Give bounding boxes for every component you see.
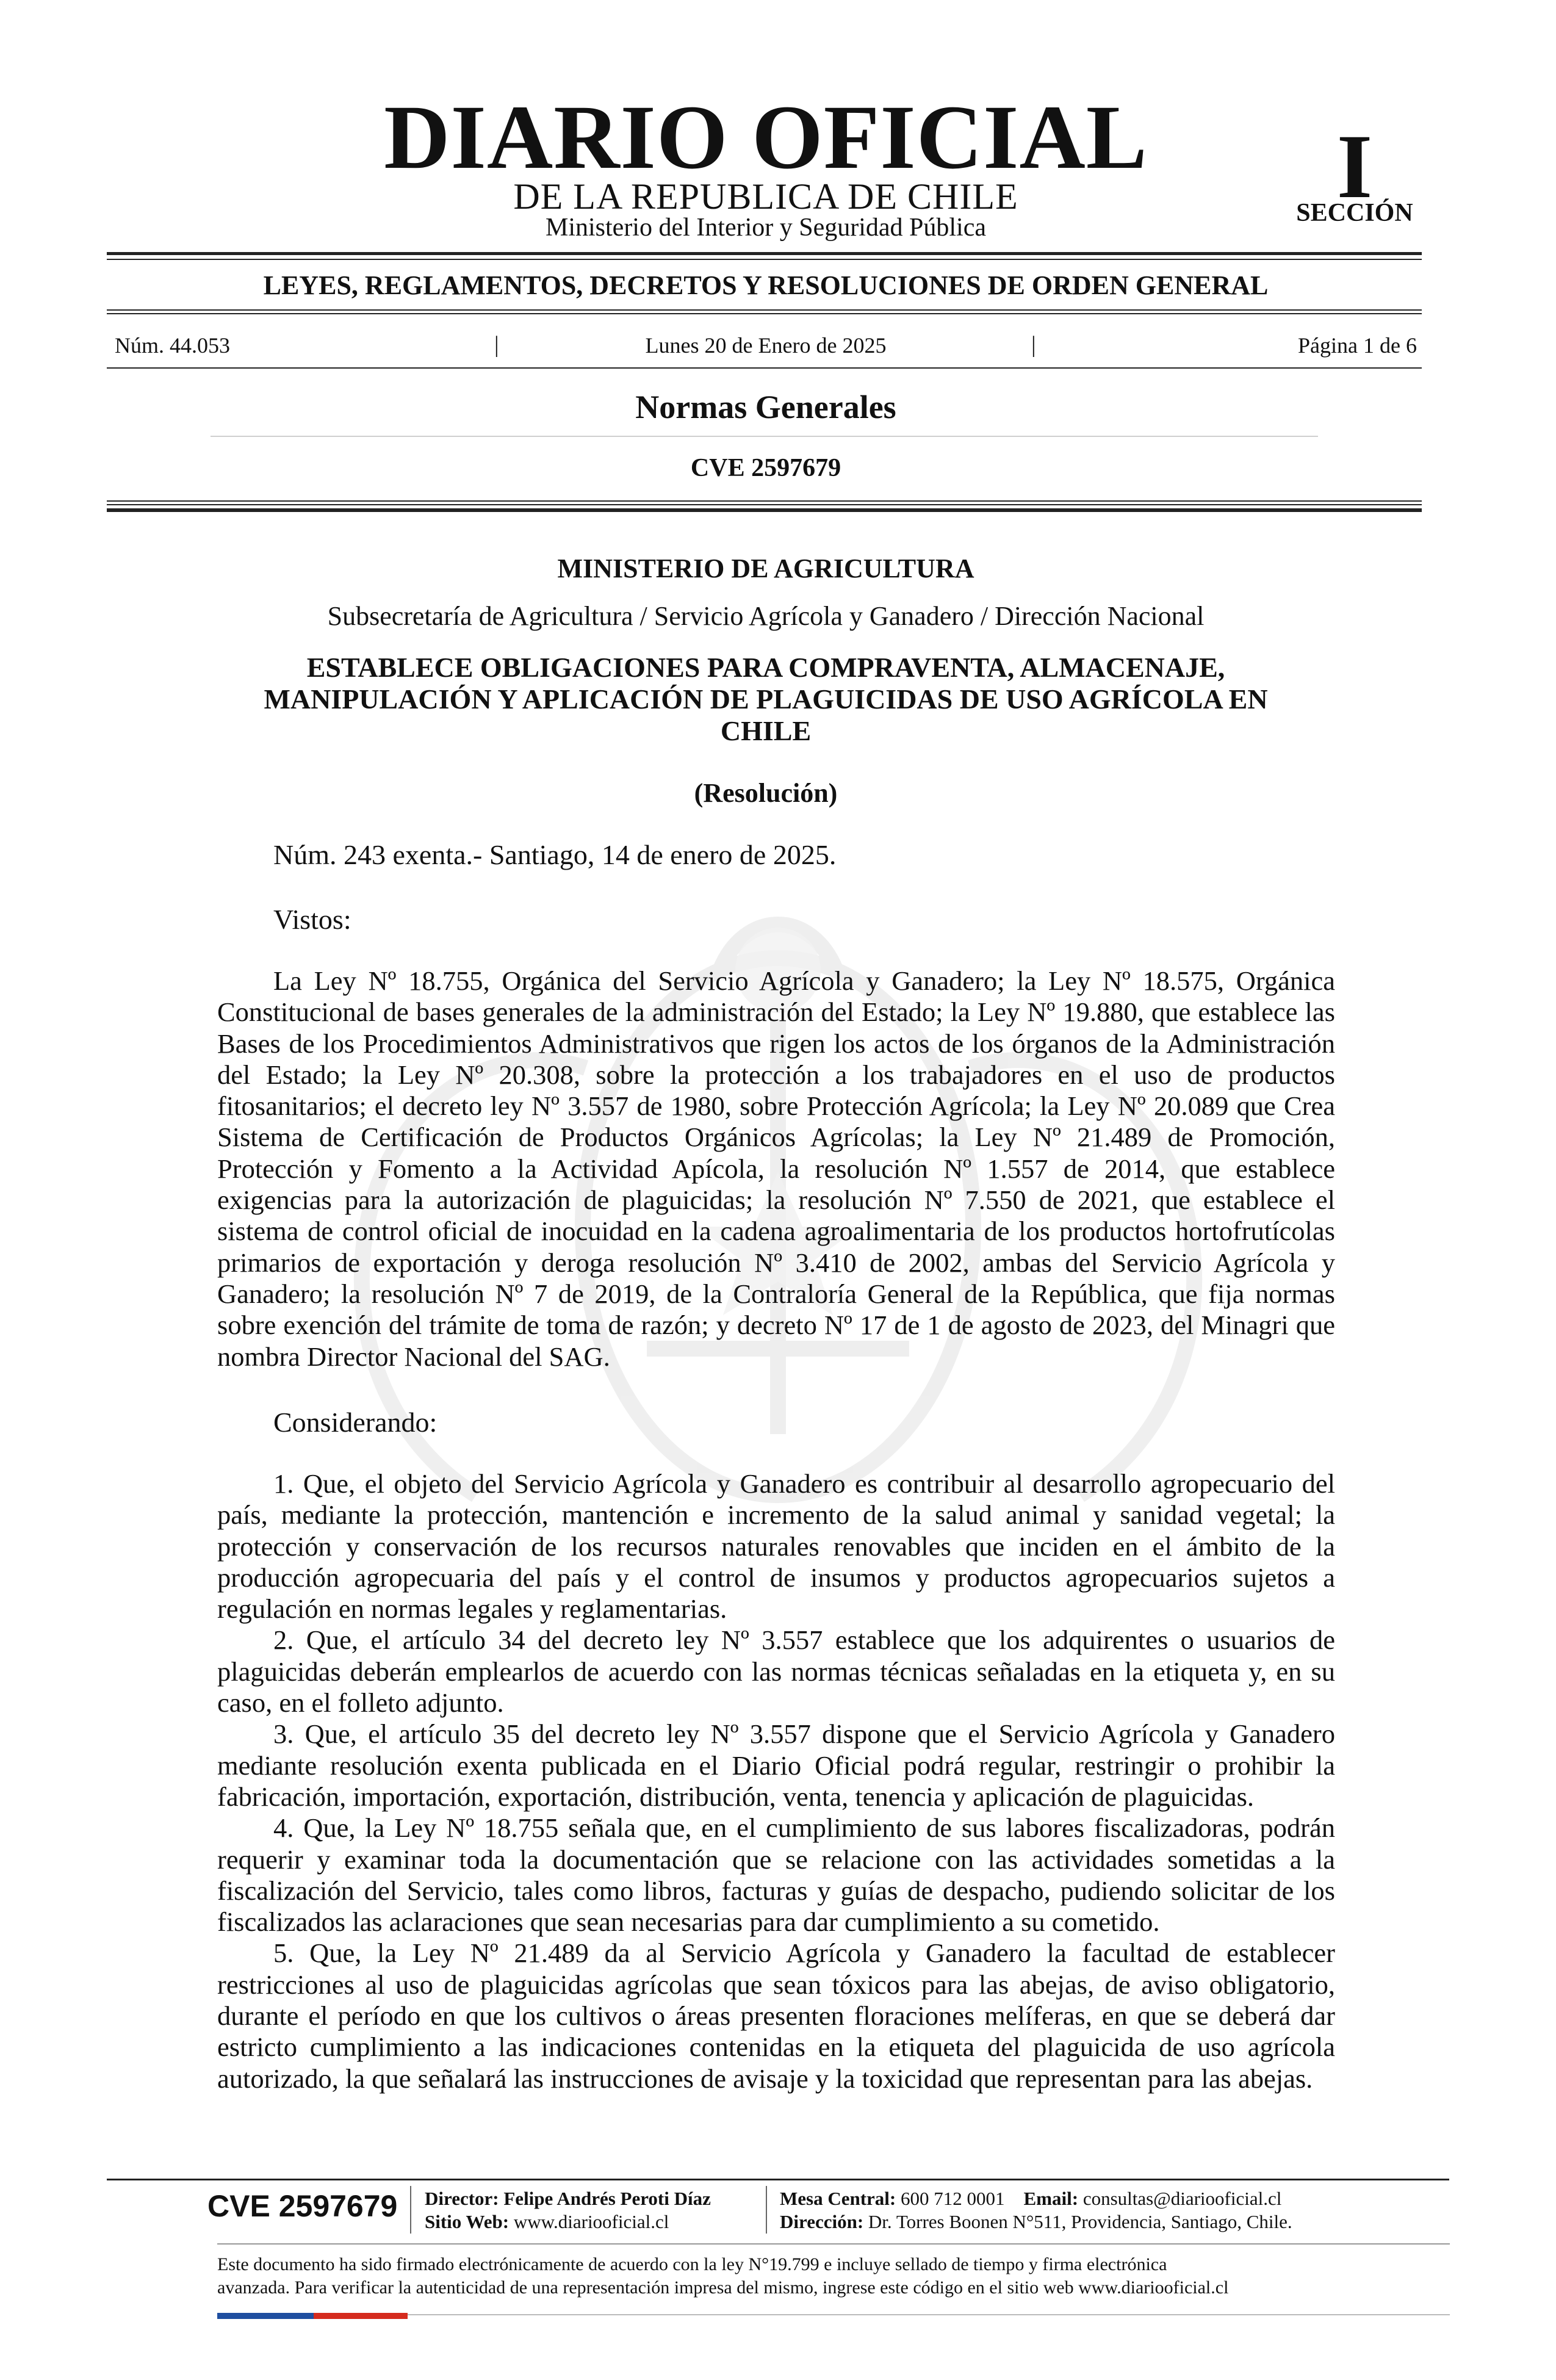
considerando-label: Considerando: bbox=[273, 1407, 438, 1438]
separator: | bbox=[494, 332, 499, 358]
cve-rule-2 bbox=[107, 504, 1422, 505]
cve-rule-3 bbox=[107, 508, 1422, 512]
considerando-item: 1. Que, el objeto del Servicio Agrícola y Ganadero es contribuir al desarrollo agropecuario del país, mediante la protección, mantención e incremento de la salud animal y sanidad vegetal; la protección y conservación de los recursos naturales renovables que inciden en el ámbito de la producción agropecuaria del país y el control de insumos y productos agropecuarios sujetos a regulación en normas legales y reglamentarias. bbox=[217, 1468, 1335, 1625]
website-label: Sitio Web: bbox=[425, 2211, 510, 2232]
phone-label: Mesa Central: bbox=[780, 2188, 896, 2209]
considerandos-list bbox=[217, 1468, 1335, 2094]
director-name: Felipe Andrés Peroti Díaz bbox=[503, 2188, 711, 2209]
footer-rule bbox=[107, 2179, 1449, 2180]
title-line: ESTABLECE OBLIGACIONES PARA COMPRAVENTA, ALMACENAJE, bbox=[306, 652, 1225, 683]
legal-rule bbox=[217, 2243, 1450, 2245]
email-link[interactable]: consultas@diariooficial.cl bbox=[1082, 2188, 1282, 2209]
footer-address bbox=[780, 2210, 1292, 2234]
resolution-number: Núm. 243 exenta.- Santiago, 14 de enero de 2025. bbox=[273, 839, 837, 870]
address-value: Dr. Torres Boonen N°511, Providencia, Santiago, Chile. bbox=[868, 2211, 1292, 2232]
footer-divider bbox=[410, 2186, 411, 2234]
section-label: SECCIÓN bbox=[1296, 199, 1413, 227]
masthead-ministry: Ministerio del Interior y Seguridad Pública bbox=[545, 214, 987, 242]
footer-divider bbox=[766, 2186, 767, 2234]
considerando-item: 2. Que, el artículo 34 del decreto ley Nº 3.557 establece que los adquirentes o usuarios de plaguicidas deberán emplearlos de acuerdo con las normas técnicas señaladas en la etiqueta y, en su caso, en el folleto adjunto. bbox=[217, 1625, 1335, 1718]
header-rule-thick bbox=[107, 252, 1422, 255]
vistos-label: Vistos: bbox=[273, 904, 351, 935]
page-indicator: Página 1 de 6 bbox=[1298, 333, 1417, 358]
email-label: Email: bbox=[1023, 2188, 1079, 2209]
issuing-ministry: MINISTERIO DE AGRICULTURA bbox=[557, 554, 974, 583]
issue-date: Lunes 20 de Enero de 2025 bbox=[645, 333, 887, 358]
footer-website bbox=[425, 2210, 669, 2234]
footer-cve: CVE 2597679 bbox=[207, 2189, 398, 2223]
date-rule bbox=[107, 367, 1422, 369]
flag-stripe-red bbox=[314, 2313, 408, 2319]
considerando-item: 4. Que, la Ley Nº 18.755 señala que, en el cumplimiento de sus labores fiscalizadoras, podrán requerir y examinar toda la documentación que se relacione con las actividades sometidas a la fiscalización del Servicio, tales como libros, facturas y guías de despacho, pudiendo solicitar de los fiscalizados las aclaraciones que sean necesarias para dar cumplimiento a su cometido. bbox=[217, 1812, 1335, 1938]
address-label: Dirección: bbox=[780, 2211, 864, 2232]
category-heading: LEYES, REGLAMENTOS, DECRETOS Y RESOLUCIONES DE ORDEN GENERAL bbox=[263, 270, 1269, 300]
director-label: Director: bbox=[425, 2188, 499, 2209]
cve-code: CVE 2597679 bbox=[690, 454, 841, 482]
section-title-rule bbox=[211, 436, 1318, 437]
website-link[interactable]: www.diariooficial.cl bbox=[513, 2211, 669, 2232]
legal-notice-line1: Este documento ha sido firmado electrónicamente de acuerdo con la ley N°19.799 e incluye sellado de tiempo y firma electrónica bbox=[217, 2254, 1167, 2274]
legal-notice-line2: avanzada. Para verificar la autenticidad de una representación impresa del mismo, ingrese este código en el sitio web www.diariooficial.cl bbox=[217, 2277, 1229, 2298]
phone-number: 600 712 0001 bbox=[901, 2188, 1005, 2209]
issue-number: Núm. 44.053 bbox=[115, 333, 230, 358]
section-title: Normas Generales bbox=[635, 389, 896, 425]
category-rule-bottom bbox=[107, 313, 1422, 314]
issuing-office: Subsecretaría de Agricultura / Servicio Agrícola y Ganadero / Dirección Nacional bbox=[327, 601, 1205, 631]
considerando-item: 3. Que, el artículo 35 del decreto ley Nº 3.557 dispone que el Servicio Agrícola y Ganadero mediante resolución exenta publicada en el Diario Oficial podrá regular, restringir o prohibir la fabricación, importación, exportación, distribución, venta, tenencia y aplicación de plaguicidas. bbox=[217, 1718, 1335, 1812]
footer-director bbox=[425, 2187, 711, 2210]
separator: | bbox=[1031, 332, 1036, 358]
masthead-title: DIARIO OFICIAL bbox=[384, 87, 1148, 188]
masthead-subtitle: DE LA REPUBLICA DE CHILE bbox=[513, 176, 1018, 217]
title-line: CHILE bbox=[720, 715, 812, 746]
vistos-paragraph: La Ley Nº 18.755, Orgánica del Servicio Agrícola y Ganadero; la Ley Nº 18.575, Orgánica Constitucional de bases generales de la administración del Estado; la Ley Nº 19.880, que establece las Bases de los Procedimientos Administrativos que rigen los actos de los órganos de la Administración del Estado; la Ley Nº 20.308, sobre la protección a los trabajadores en el uso de productos fitosanitarios; el decreto ley Nº 3.557 de 1980, sobre Protección Agrícola; la Ley Nº 20.089 que Crea Sistema de Certificación de Productos Orgánicos Agrícolas; la Ley Nº 21.489 de Promoción, Protección y Fomento a la Actividad Apícola, la resolución Nº 1.557 de 2014, que establece exigencias para la autorización de plaguicidas; la resolución Nº 7.550 de 2021, que establece el sistema de control oficial de inocuidad en la cadena agroalimentaria de los productos hortofrutícolas primarios de exportación y deroga resolución Nº 3.410 de 2002, ambas del Servicio Agrícola y Ganadero; la resolución Nº 7 de 2019, de la Contraloría General de la República, que fija normas sobre exención del trámite de toma de razón; y decreto Nº 17 de 1 de agosto de 2023, del Minagri que nombra Director Nacional del SAG. bbox=[217, 965, 1335, 1372]
document-title bbox=[220, 652, 1312, 747]
header-rule-thin bbox=[107, 259, 1422, 260]
section-number: I bbox=[1336, 116, 1373, 217]
title-line: MANIPULACIÓN Y APLICACIÓN DE PLAGUICIDAS DE USO AGRÍCOLA EN bbox=[264, 683, 1268, 715]
category-rule-top bbox=[107, 309, 1422, 311]
flag-stripe-blue bbox=[217, 2313, 314, 2319]
considerando-item: 5. Que, la Ley Nº 21.489 da al Servicio Agrícola y Ganadero la facultad de establecer restricciones al uso de plaguicidas agrícolas que sean tóxicos para las abejas, de aviso obligatorio, durante el período en que los cultivos o áreas presenten floraciones melíferas, en que se deberá dar estricto cumplimiento a las indicaciones contenidas en la etiqueta del plaguicida de uso agrícola autorizado, la que señalará las instrucciones de avisaje y la toxicidad que representan para las abejas. bbox=[217, 1938, 1335, 2094]
document-type: (Resolución) bbox=[694, 778, 838, 808]
cve-rule-1 bbox=[107, 500, 1422, 502]
footer-contact bbox=[780, 2187, 1281, 2210]
